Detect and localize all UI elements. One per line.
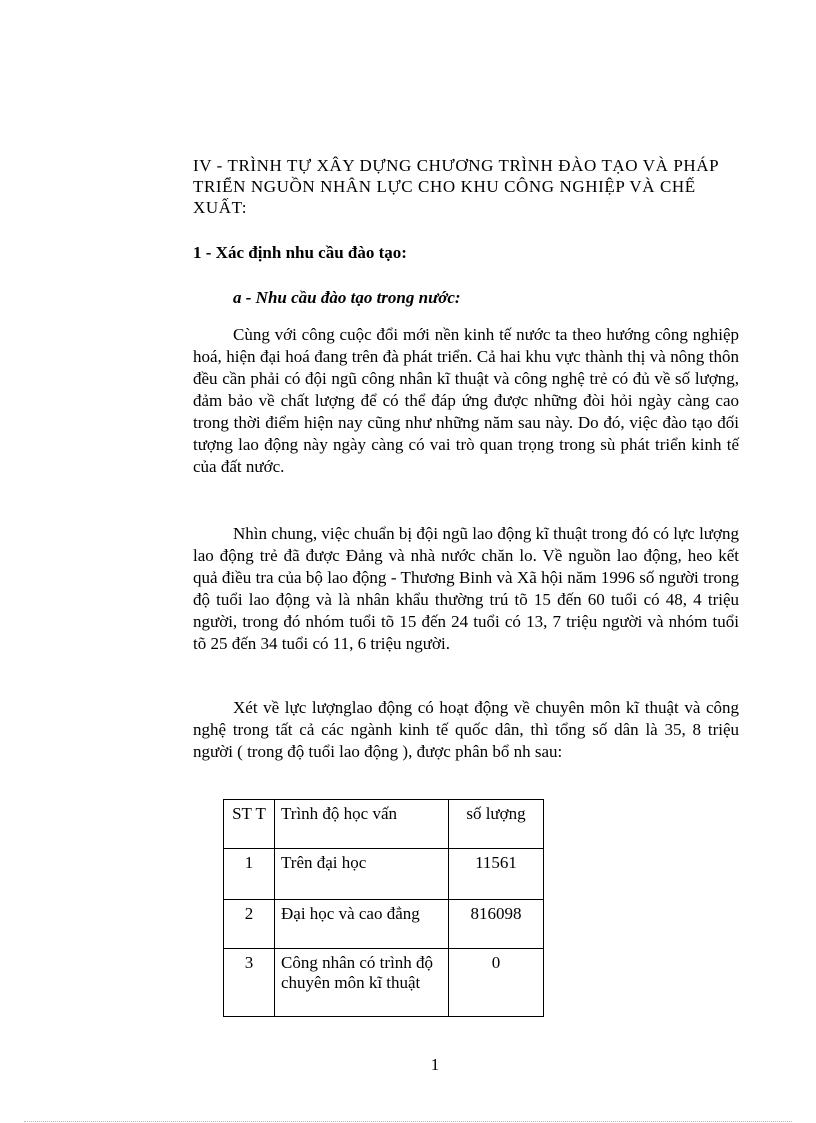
cell-education-level: Đại học và cao đẳng: [275, 900, 449, 949]
table-row: [224, 949, 544, 1017]
document-body: [193, 155, 739, 761]
cell-education-level: Trên đại học: [275, 849, 449, 900]
header-stt: ST T: [224, 800, 275, 849]
cell-quantity: 816098: [449, 900, 544, 949]
header-quantity: số lượng: [449, 800, 544, 849]
education-level-table: [223, 799, 544, 1017]
cell-stt: 2: [224, 900, 275, 949]
section-heading: 1 - Xác định nhu cầu đào tạo:: [193, 243, 407, 262]
cell-stt: 3: [224, 949, 275, 1017]
table-row: [224, 849, 544, 900]
table-header-row: [224, 800, 544, 849]
header-education-level: Trình độ học vấn: [275, 800, 449, 849]
paragraph-1: Cùng với công cuộc đổi mới nền kinh tế nước ta theo hướng công nghiệp hoá, hiện đại hoá đang trên đà phát triển. Cả hai khu vực thành thị và nông thôn đều cần phải có đội ngũ công nhân kĩ thuật và công nghệ trẻ có đủ về số lượng, đảm bảo về chất lượng để có thể đáp ứng được những đòi hỏi ngày càng cao trong thời điểm hiện nay cũng như những năm sau này. Do đó, việc đào tạo đối tượng lao động này ngày càng có vai trò quan trọng trong sù phát triển kinh tế của đất nước.: [193, 325, 739, 476]
subsection-heading: a - Nhu cầu đào tạo trong nước:: [233, 288, 461, 307]
page-number: 1: [430, 1055, 440, 1074]
paragraph-2: Nhìn chung, việc chuẩn bị đội ngũ lao động kĩ thuật trong đó có lực lượng lao động trẻ đã được Đảng và nhà nước chăn lo. Về nguồn lao động, heo kết quả điều tra của bộ lao động - Thương Binh và Xã hội năm 1996 số người trong độ tuổi lao động và là nhân khẩu thường trú tõ 15 đến 60 tuổi có 48, 4 triệu người, trong đó nhóm tuổi tõ 15 đến 24 tuổi có 13, 7 triệu người và nhóm tuổi tõ 25 đến 34 tuổi có 11, 6 triệu người.: [193, 524, 739, 653]
table-row: [224, 900, 544, 949]
page-bottom-divider: [24, 1121, 792, 1122]
cell-stt: 1: [224, 849, 275, 900]
chapter-heading: IV - TRÌNH TỰ XÂY DỰNG CHƯƠNG TRÌNH ĐÀO TẠO VÀ PHÁP TRIỂN NGUỒN NHÂN LỰC CHO KHU CÔNG NGHIỆP VÀ CHẾ XUẤT:: [193, 156, 719, 217]
cell-quantity: 0: [449, 949, 544, 1017]
cell-quantity: 11561: [449, 849, 544, 900]
cell-education-level: Công nhân có trình độ chuyên môn kĩ thuật: [275, 949, 449, 1017]
paragraph-3: Xét về lực lượnglao động có hoạt động về chuyên môn kĩ thuật và công nghệ trong tất cả các ngành kinh tế quốc dân, thì tổng số dân là 35, 8 triệu người ( trong độ tuổi lao động ), được phân bổ nh sau:: [193, 698, 739, 761]
